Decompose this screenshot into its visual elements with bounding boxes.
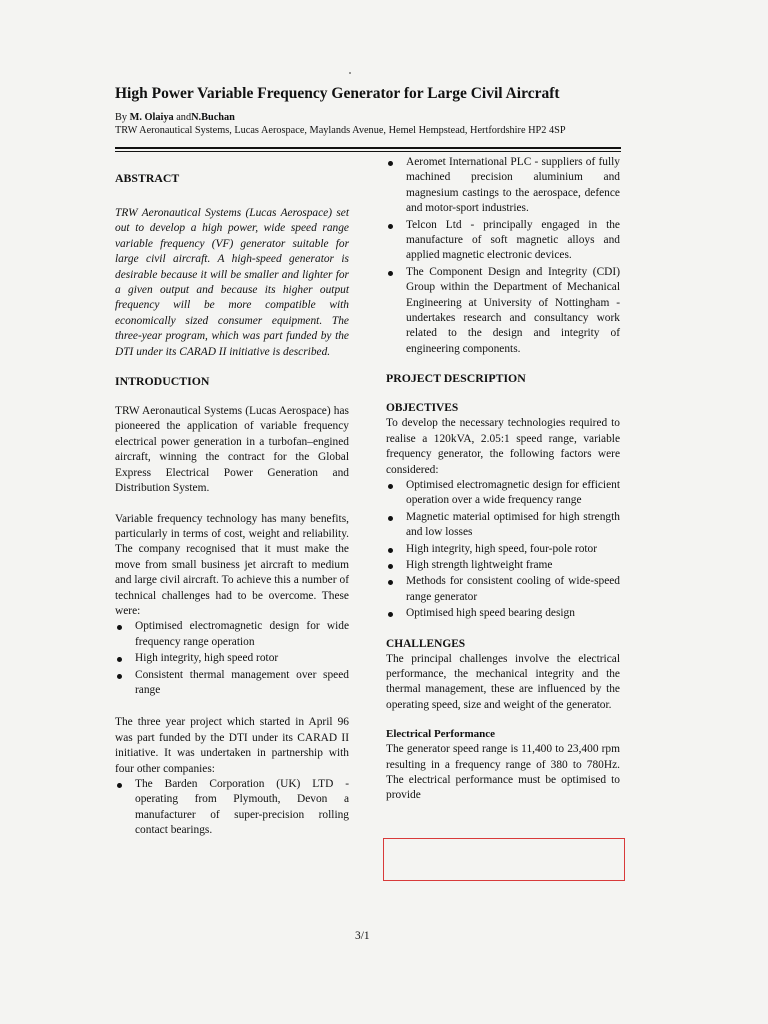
author-1: M. Olaiya bbox=[129, 112, 174, 123]
introduction-heading: INTRODUCTION bbox=[115, 374, 210, 389]
partner-bullet-list-right bbox=[386, 155, 620, 357]
byline-prefix: By bbox=[115, 112, 128, 123]
bullet-icon bbox=[388, 516, 393, 521]
challenges-text: The principal challenges involve the electrical performance, the mechanical integrity and the thermal management, these are influenced by the operating speed, size and weight of the generator. bbox=[386, 652, 620, 711]
list-item: Consistent thermal management over speed range bbox=[115, 668, 349, 699]
list-item: Methods for consistent cooling of wide-speed range generator bbox=[386, 574, 620, 605]
bullet-icon bbox=[388, 548, 393, 553]
intro-paragraph-3: The three year project which started in April 96 was part funded by the DTI under its CARAD II initiative. It was undertaken in partnership with four other companies: bbox=[115, 716, 349, 775]
abstract-heading: ABSTRACT bbox=[115, 171, 180, 185]
intro-bullet-list bbox=[115, 619, 349, 698]
electrical-performance-heading: Electrical Performance bbox=[386, 728, 496, 741]
paper-title: High Power Variable Frequency Generator for Large Civil Aircraft bbox=[115, 85, 560, 102]
list-item: The Barden Corporation (UK) LTD - operating from Plymouth, Devon a manufacturer of super-precision rolling contact bearings. bbox=[115, 777, 349, 839]
header-rule-thin bbox=[115, 151, 621, 152]
bullet-icon bbox=[388, 484, 393, 489]
list-item: The Component Design and Integrity (CDI) Group within the Department of Mechanical Engineering at University of Nottingham - undertakes research and consultancy work related to the design and integrity of engineering components. bbox=[386, 265, 620, 357]
objectives-text: To develop the necessary technologies required to realise a 120kVA, 2.05:1 speed range, variable frequency generator, the following factors were considered: bbox=[386, 417, 620, 476]
intro-paragraph-1: TRW Aeronautical Systems (Lucas Aerospace) has pioneered the application of variable frequency electrical power generation in a turbofan–engined aircraft, winning the contract for the Global Express Electrical Power Generation and Distribution System. bbox=[115, 405, 349, 495]
bullet-icon bbox=[388, 580, 393, 585]
list-item: Optimised electromagnetic design for efficient operation over a wide frequency range bbox=[386, 478, 620, 509]
partner-bullet-list-left bbox=[115, 777, 349, 839]
author-2: N.Buchan bbox=[191, 112, 235, 123]
bullet-icon bbox=[117, 674, 122, 679]
byline-and: and bbox=[176, 112, 192, 123]
left-column bbox=[115, 170, 349, 840]
header-rule-thick bbox=[115, 147, 621, 149]
challenges-heading: CHALLENGES bbox=[386, 637, 466, 650]
page-number: 3/1 bbox=[355, 930, 370, 942]
electrical-performance-text: The generator speed range is 11,400 to 23,400 rpm resulting in a frequency range of 380 to 780Hz. The electrical performance must be optimised to provide bbox=[386, 743, 620, 802]
bullet-icon bbox=[388, 224, 393, 229]
affiliation: TRW Aeronautical Systems, Lucas Aerospace, Maylands Avenue, Hemel Hempstead, Hertfordshire HP2 4SP bbox=[115, 125, 566, 136]
intro-paragraph-2: Variable frequency technology has many benefits, particularly in terms of cost, weight and reliability. The company recognised that it must make the move from small business jet aircraft to medium and large civil aircraft. To achieve this a number of technical challenges had to be overcome. These were: bbox=[115, 512, 349, 617]
list-item: Magnetic material optimised for high strength and low losses bbox=[386, 510, 620, 541]
bullet-icon bbox=[117, 657, 122, 662]
project-description-heading: PROJECT DESCRIPTION bbox=[386, 371, 526, 386]
list-item: Optimised electromagnetic design for wide frequency range operation bbox=[115, 619, 349, 650]
abstract-text: TRW Aeronautical Systems (Lucas Aerospace) set out to develop a high power, wide speed range variable frequency (VF) generator suitable for large civil aircraft. A high-speed generator is desirable because it will be smaller and lighter for a given output and because its higher output frequency will be more compatible with economically sized consumer equipment. The three-year program, which was part funded by the DTI under its CARAD II initiative is described. bbox=[115, 207, 349, 358]
bullet-icon bbox=[388, 612, 393, 617]
objectives-heading: OBJECTIVES bbox=[386, 402, 459, 415]
list-item: High integrity, high speed, four-pole rotor bbox=[386, 542, 620, 557]
list-item: High integrity, high speed rotor bbox=[115, 651, 349, 666]
bullet-icon bbox=[388, 564, 393, 569]
bullet-icon bbox=[117, 625, 122, 630]
highlight-annotation-box bbox=[383, 838, 625, 881]
list-item: High strength lightweight frame bbox=[386, 558, 620, 573]
list-item: Telcon Ltd - principally engaged in the manufacture of soft magnetic alloys and applied magnetic electronic devices. bbox=[386, 218, 620, 264]
list-item: Optimised high speed bearing design bbox=[386, 606, 620, 621]
bullet-icon bbox=[388, 161, 393, 166]
right-column bbox=[386, 155, 620, 804]
bullet-icon bbox=[117, 783, 122, 788]
scan-speck bbox=[349, 72, 351, 74]
list-item: Aeromet International PLC - suppliers of fully machined precision aluminium and magnesium castings to the aerospace, defence and motor-sport industries. bbox=[386, 155, 620, 217]
bullet-icon bbox=[388, 271, 393, 276]
objectives-bullet-list bbox=[386, 478, 620, 622]
byline bbox=[115, 111, 235, 124]
